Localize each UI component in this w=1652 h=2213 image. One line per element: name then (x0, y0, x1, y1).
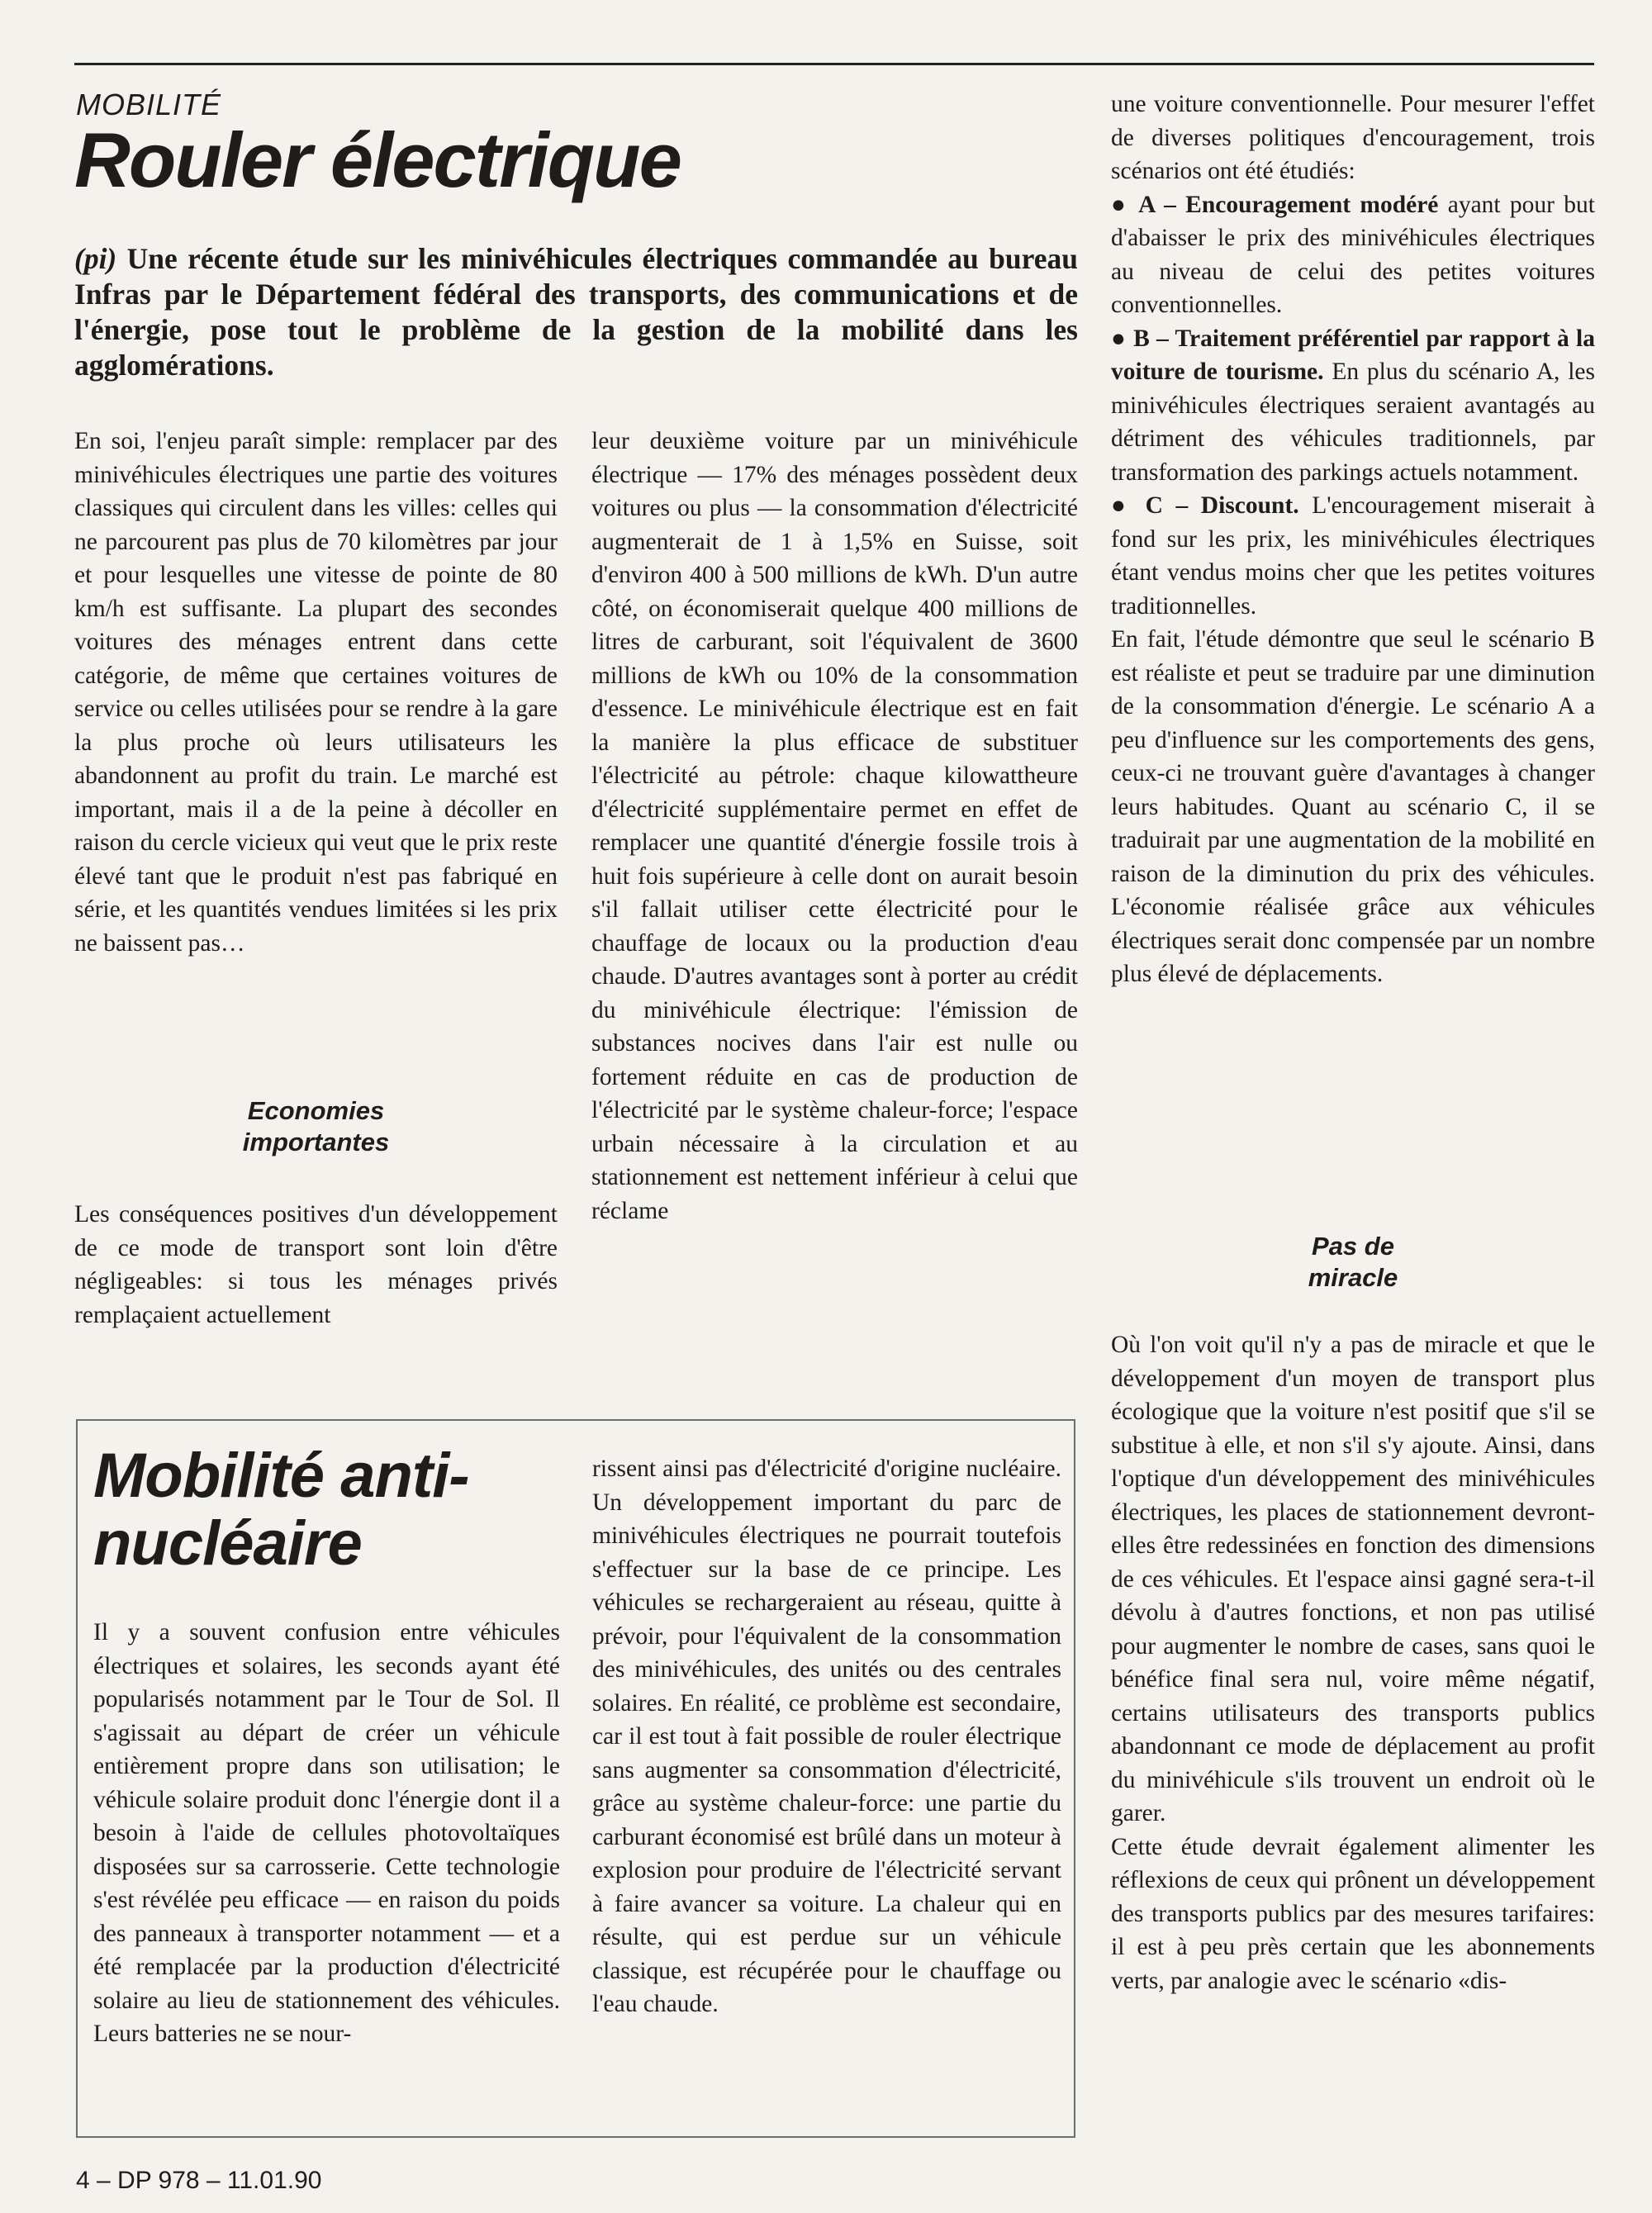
sidebar-column-2 (592, 1452, 1061, 2021)
author-initials: (pi) (74, 242, 117, 275)
bullet-icon: ● (1111, 492, 1133, 519)
body-paragraph: Les conséquences positives d'un développement de ce mode de transport sont loin d'être négligeables: si tous les ménages privés remplaçaient actuellement (74, 1201, 558, 1328)
article-headline: Rouler électrique (74, 116, 681, 203)
sidebar-title (93, 1442, 556, 1578)
body-paragraph: En fait, l'étude démontre que seul le scénario B est réaliste et peut se traduire par une diminution de la consommation d'énergie. Le scénario A a peu d'influence sur les comportements des gens, ceux-ci ne trouvant guère d'avantages à changer leurs habitudes. Quant au scénario C, il se traduirait par une augmentation de la mobilité en raison de la diminution du prix des véhicules. L'économie réalisée grâce aux véhicules électriques serait donc compensée par un nombre plus élevé de déplacements. (1111, 626, 1595, 987)
article-column-1-continued (74, 1198, 558, 1332)
sidebar-title-line: Mobilité anti- (93, 1441, 469, 1511)
subheading-economies (74, 1095, 558, 1158)
scenario-b-text: En plus du scénario A, les minivéhicules électriques seraient avantagés au détriment des véhicules traditionnels, par transformation des parkings actuels notamment. (1111, 359, 1595, 486)
subheading-line: Pas de (1312, 1232, 1394, 1261)
article-column-2 (591, 425, 1078, 1228)
article-lead (74, 241, 1078, 383)
subheading-line: importantes (242, 1128, 390, 1156)
top-rule (74, 63, 1594, 65)
body-paragraph: En soi, l'enjeu paraît simple: remplacer par des minivéhicules électriques une partie des voitures classiques qui circulent dans les villes: celles qui ne parcourent pas plus de 70 kilomètres par jour et pour lesquelles une vitesse de pointe de 80 km/h est suffisante. La plupart des secondes voitures des ménages entrent dans cette catégorie, de même que certaines voitures de service ou celles utilisées pour se rendre à la gare la plus proche où leurs utilisateurs les abandonnent au profit du train. Le marché est important, mais il a de la peine à décoller en raison du cercle vicieux qui veut que le prix reste élevé tant que le produit n'est pas fabriqué en série, et les quantités vendues limitées si les prix ne baissent pas… (74, 428, 558, 957)
scenario-c (1111, 489, 1595, 623)
scenario-c-text: L'encouragement miserait à fond sur les prix, les minivéhicules électriques étant vendus moins cher que les petites voitures traditionnelles. (1111, 492, 1596, 620)
section-kicker: MOBILITÉ (76, 88, 222, 121)
scenario-b-label: B – Traitement préférentiel par rapport à la voiture de tourisme. (1111, 325, 1596, 385)
subheading-line: miracle (1308, 1263, 1398, 1292)
article-column-3-continued (1111, 1328, 1595, 1997)
body-paragraph: leur deuxième voiture par un minivéhicule électrique — 17% des ménages possèdent deux voitures ou plus — la consommation d'électricité augmenterait de 1 à 1,5% en Suisse, soit d'environ 400 à 500 millions de kWh. D'un autre côté, on économiserait quelque 400 millions de litres de carburant, soit l'équivalent de 3600 millions de kWh ou 10% de la consommation d'essence. Le minivéhicule électrique est en fait la manière la plus efficace de substituer l'électricité au pétrole: chaque kilowattheure d'électricité supplémentaire permet en effet de remplacer une quantité d'énergie fossile trois à huit fois supérieure à celle dont on aurait besoin s'il fallait utiliser cette électricité pour le chauffage de locaux ou la production d'eau chaude. D'autres avantages sont à porter au crédit du minivéhicule électrique: l'émission de substances nocives dans l'air est nulle ou fortement réduite en cas de production de l'électricité par le système chaleur-force; l'espace urbain nécessaire à la circulation et au stationnement est nettement inférieur à celui que réclame (591, 428, 1078, 1224)
scenario-a-label: A – Encouragement modéré (1138, 191, 1439, 218)
lead-text: Une récente étude sur les minivéhicules électriques commandée au bureau Infras par le Département fédéral des transports, des communications et de l'énergie, pose tout le problème de la gestion de la mobilité dans les agglomérations. (74, 242, 1078, 382)
body-paragraph: Cette étude devrait également alimenter les réflexions de ceux qui prônent un développement des transports publics par des mesures tarifaires: il est à peu près certain que les abonnements verts, par analogie avec le scénario «dis- (1111, 1833, 1595, 1994)
sidebar-paragraph: rissent ainsi pas d'électricité d'origine nucléaire. Un développement important du parc de minivéhicules électriques ne pourrait toutefois s'effectuer sur la base de ce principe. Les véhicules se rechargeraient au réseau, quitte à prévoir, pour l'équivalent de la consommation des minivéhicules, des unités ou des centrales solaires. En réalité, ce problème est secondaire, car il est tout à fait possible de rouler électrique sans augmenter sa consommation d'électricité, grâce au système chaleur-force: une partie du carburant économisé est brûlé dans un moteur à explosion pour produire de l'électricité servant à faire avancer sa voiture. La chaleur qui en résulte, qui est perdue sur un véhicule classique, est récupérée pour le chauffage ou l'eau chaude. (592, 1456, 1061, 2017)
subheading-miracle (1111, 1231, 1595, 1294)
sidebar-title-line: nucléaire (93, 1508, 362, 1579)
body-paragraph: une voiture conventionnelle. Pour mesurer l'effet de diverses politiques d'encouragement, trois scénarios ont été étudiés: (1111, 91, 1595, 184)
scenario-a-text: ayant pour but d'abaisser le prix des minivéhicules électriques au niveau de celui des petites voitures conventionnelles. (1111, 191, 1596, 318)
article-column-1 (74, 425, 558, 960)
scenario-c-label: C – Discount. (1145, 492, 1299, 519)
sidebar-column-1 (93, 1616, 560, 2051)
body-paragraph: Où l'on voit qu'il n'y a pas de miracle et que le développement d'un moyen de transport plus écologique que la voiture n'est positif que s'il se substitue à elle, et non s'il s'y ajoute. Ainsi, dans l'optique d'un développement des minivéhicules électriques, les places de stationnement devront-elles être redessinées en fonction des dimensions de ces véhicules. Et l'espace ainsi gagné sera-t-il dévolu à d'autres fonctions, et non pas utilisé pour augmenter le nombre de cases, sans quoi le bénéfice final sera nul, voire même négatif, certains utilisateurs des transports publics abandonnant ce mode de déplacement au profit du minivéhicule s'ils trouvent un endroit où le garer. (1111, 1332, 1595, 1826)
subheading-line: Economies (247, 1096, 385, 1125)
scenario-a (1111, 188, 1595, 322)
bullet-icon: ● (1111, 191, 1129, 218)
scenario-b (1111, 322, 1595, 490)
bullet-icon: ● (1111, 325, 1127, 352)
page-folio: 4 – DP 978 – 11.01.90 (76, 2167, 322, 2194)
sidebar-paragraph: Il y a souvent confusion entre véhicules électriques et solaires, les seconds ayant été popularisés notamment par le Tour de Sol. Il s'agissait au départ de créer un véhicule entièrement propre dans son utilisation; le véhicule solaire produit donc l'énergie dont il a besoin à l'aide de cellules photovoltaïques disposées sur sa carrosserie. Cette technologie s'est révélée peu efficace — en raison du poids des panneaux à transporter notamment — et a été remplacée par la production d'électricité solaire au lieu de stationnement des véhicules. Leurs batteries ne se nour- (93, 1619, 560, 2047)
article-column-3 (1111, 88, 1595, 991)
